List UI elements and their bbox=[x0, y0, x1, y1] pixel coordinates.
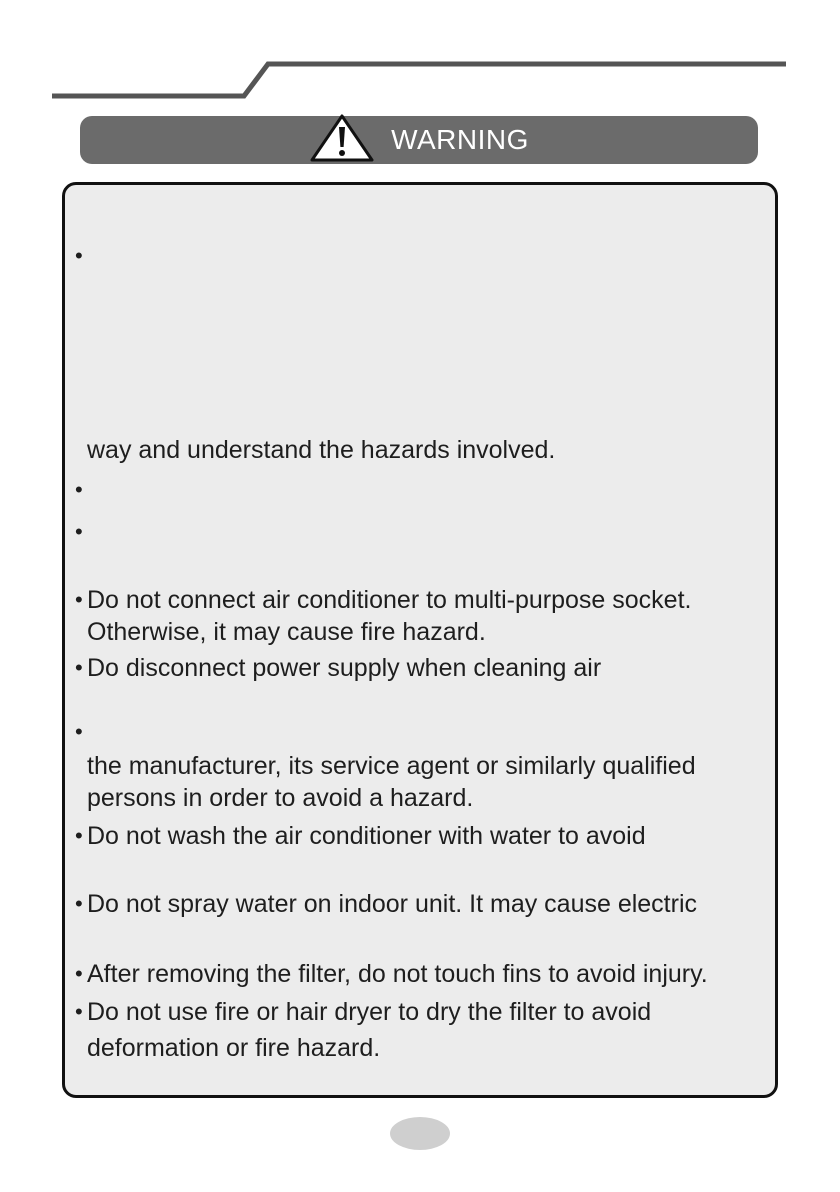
text-line: deformation or fire hazard. bbox=[87, 1034, 381, 1062]
text-line: Do not use fire or hair dryer to dry the filter to avoid bbox=[87, 998, 652, 1026]
text-line: Do not connect air conditioner to multi-purpose socket. bbox=[87, 586, 692, 614]
bullet-marker: • bbox=[75, 477, 83, 502]
bullet-marker: • bbox=[75, 587, 83, 612]
bullet-marker: • bbox=[75, 719, 83, 744]
page-number-oval bbox=[390, 1117, 450, 1150]
bullet-marker: • bbox=[75, 655, 83, 680]
bullet-marker: • bbox=[75, 961, 83, 986]
text-line: way and understand the hazards involved. bbox=[87, 436, 556, 464]
warning-panel bbox=[62, 182, 778, 1098]
text-line: Do not spray water on indoor unit. It may cause electric bbox=[87, 890, 698, 918]
bullet-marker: • bbox=[75, 519, 83, 544]
header-rule bbox=[0, 0, 840, 110]
text-line: Otherwise, it may cause fire hazard. bbox=[87, 618, 486, 646]
text-line: Do disconnect power supply when cleaning air bbox=[87, 654, 602, 682]
warning-title: WARNING bbox=[391, 124, 529, 155]
text-line: Do not wash the air conditioner with water to avoid bbox=[87, 822, 646, 850]
bullet-marker: • bbox=[75, 823, 83, 848]
text-line: the manufacturer, its service agent or similarly qualified bbox=[87, 752, 696, 780]
bullet-marker: • bbox=[75, 891, 83, 916]
text-line: After removing the filter, do not touch fins to avoid injury. bbox=[87, 960, 708, 988]
bullet-marker: • bbox=[75, 999, 83, 1024]
warning-triangle-icon bbox=[309, 113, 375, 163]
bullet-marker: • bbox=[75, 243, 83, 268]
warning-banner bbox=[80, 116, 758, 164]
text-line: persons in order to avoid a hazard. bbox=[87, 784, 474, 812]
